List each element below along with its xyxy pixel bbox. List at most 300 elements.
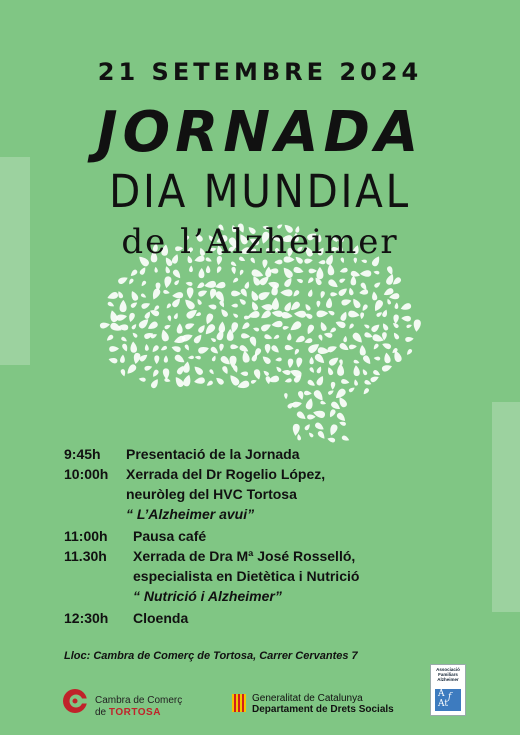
- brain-drop: [139, 266, 147, 276]
- brain-drop: [138, 377, 146, 382]
- brain-drop: [249, 289, 259, 301]
- title-alzheimer: de l’Alzheimer: [121, 222, 399, 262]
- decorative-panel-right: [492, 402, 520, 612]
- brain-drop: [253, 369, 262, 381]
- afat-name: [431, 667, 465, 682]
- brain-drop: [108, 357, 118, 364]
- brain-drop: [167, 315, 172, 322]
- brain-drop: [160, 329, 170, 342]
- brain-drop: [211, 355, 217, 362]
- brain-drop: [185, 281, 193, 287]
- brain-drop: [307, 277, 315, 285]
- brain-drop: [362, 354, 373, 366]
- brain-drop: [373, 281, 381, 289]
- schedule-time: 11.30h: [64, 548, 107, 564]
- brain-drop: [327, 278, 339, 289]
- brain-drop: [307, 379, 317, 388]
- brain-drop: [144, 364, 153, 371]
- brain-drop: [184, 321, 195, 330]
- brain-drop: [370, 375, 380, 383]
- brain-drop: [304, 303, 312, 311]
- brain-drop: [239, 269, 244, 276]
- schedule-row: [64, 446, 494, 466]
- brain-drop: [196, 298, 202, 305]
- schedule-row-cont: [64, 568, 494, 588]
- brain-drop: [330, 292, 337, 296]
- brain-drop: [183, 361, 191, 373]
- brain-drop: [109, 346, 119, 352]
- title-jornada: JORNADA: [96, 100, 424, 165]
- brain-drop: [275, 357, 282, 362]
- event-date: 21 SETEMBRE 2024: [97, 58, 423, 86]
- brain-drop: [244, 281, 251, 290]
- brain-drop: [203, 323, 216, 337]
- brain-drop: [362, 387, 370, 395]
- brain-drop: [280, 289, 292, 296]
- brain-drop: [219, 300, 226, 308]
- brain-drop: [360, 312, 365, 319]
- brain-drop: [326, 297, 333, 308]
- brain-drop: [317, 347, 329, 355]
- brain-drop: [318, 334, 324, 341]
- brain-drop: [284, 393, 288, 399]
- brain-drop: [304, 423, 312, 431]
- title-dia-mundial: DIA MUNDIAL: [109, 165, 411, 218]
- brain-drop: [326, 366, 334, 376]
- brain-drop: [309, 269, 317, 274]
- brain-drop: [125, 363, 137, 376]
- brain-drop: [339, 420, 347, 426]
- brain-drop: [386, 298, 391, 305]
- brain-drop: [150, 378, 160, 390]
- brain-drop: [293, 348, 300, 356]
- schedule-row-cont: [64, 588, 494, 610]
- brain-drop: [210, 346, 220, 356]
- brain-drop: [241, 333, 251, 339]
- brain-drop: [364, 332, 374, 340]
- brain-drop: [351, 276, 357, 286]
- schedule-item: Presentació de la Jornada: [126, 446, 300, 462]
- brain-drop: [261, 354, 272, 365]
- brain-drop: [250, 379, 257, 384]
- brain-drop: [188, 355, 194, 359]
- schedule-row: [64, 548, 494, 568]
- cambra-line2: [95, 707, 182, 719]
- brain-drop: [265, 344, 271, 354]
- brain-drop: [343, 336, 347, 343]
- brain-drop: [130, 301, 138, 309]
- brain-drop: [173, 375, 185, 388]
- talk-title: “ Nutrició i Alzheimer”: [133, 588, 282, 604]
- brain-drop: [119, 300, 126, 312]
- generalitat-logo: [232, 693, 402, 719]
- afat-mark-f: f: [448, 692, 452, 702]
- brain-drop: [314, 421, 325, 431]
- brain-drop: [359, 289, 369, 295]
- schedule-time: 10:00h: [64, 466, 109, 482]
- brain-drop: [163, 276, 172, 289]
- brain-drop: [163, 368, 170, 380]
- brain-drop: [319, 321, 328, 332]
- brain-drop: [406, 348, 413, 356]
- brain-drop: [232, 277, 239, 284]
- brain-drop: [230, 344, 238, 349]
- brain-drop: [131, 323, 138, 330]
- brain-drop: [177, 323, 183, 333]
- brain-drop: [295, 357, 302, 368]
- brain-drop: [140, 293, 147, 299]
- cambra-comerc-logo-icon: [62, 688, 88, 714]
- brain-drop: [151, 344, 160, 353]
- brain-drop: [360, 270, 372, 277]
- generalitat-department: Departament de Drets Socials: [252, 704, 394, 715]
- brain-drop: [219, 308, 229, 318]
- brain-drop: [120, 369, 126, 377]
- brain-drop: [383, 352, 391, 364]
- brain-drop: [131, 332, 138, 339]
- brain-drop: [371, 291, 377, 301]
- brain-drop: [282, 325, 289, 330]
- brain-drop: [163, 289, 170, 295]
- schedule-row: [64, 610, 494, 630]
- brain-drop: [320, 400, 327, 405]
- schedule-item: Cloenda: [133, 610, 189, 626]
- brain-drop: [257, 289, 271, 301]
- brain-drop: [210, 337, 217, 343]
- schedule-row: [64, 528, 494, 548]
- brain-drop: [393, 314, 399, 324]
- brain-drop: [400, 302, 412, 312]
- brain-drop: [241, 350, 250, 363]
- brain-drop: [264, 334, 273, 341]
- brain-drop: [341, 435, 350, 443]
- brain-drop: [372, 299, 384, 313]
- brain-drop: [348, 386, 356, 393]
- brain-drop: [273, 334, 280, 340]
- brain-drop: [328, 423, 338, 436]
- brain-drop: [117, 275, 129, 285]
- brain-drop: [194, 377, 206, 385]
- brain-drop: [312, 389, 325, 403]
- brain-drop: [297, 434, 302, 441]
- brain-drop: [373, 270, 380, 275]
- brain-drop: [206, 380, 214, 387]
- brain-drop: [316, 267, 323, 279]
- brain-drop: [187, 287, 194, 299]
- brain-drop: [164, 355, 168, 362]
- brain-drop: [307, 414, 316, 419]
- venue: Lloc: Cambra de Comerç de Tortosa, Carrer Cervantes 7: [64, 650, 358, 662]
- brain-drop: [252, 327, 259, 332]
- brain-drop: [189, 265, 193, 272]
- brain-drop: [337, 286, 348, 297]
- brain-drop: [386, 266, 394, 276]
- brain-drop: [327, 264, 335, 276]
- brain-drop: [296, 278, 304, 284]
- brain-drop: [294, 310, 306, 318]
- brain-drop: [297, 390, 304, 400]
- brain-drop: [139, 353, 149, 363]
- brain-drop: [381, 342, 392, 350]
- brain-drop: [130, 341, 137, 353]
- brain-drop: [144, 344, 149, 351]
- brain-drop: [327, 309, 335, 316]
- brain-drop: [339, 277, 347, 283]
- brain-drop: [292, 400, 303, 408]
- brain-drop: [283, 301, 293, 313]
- brain-drop: [341, 298, 352, 306]
- afat-mark: [435, 689, 461, 711]
- brain-drop: [288, 320, 302, 333]
- brain-drop: [209, 369, 215, 376]
- brain-drop: [182, 374, 192, 388]
- brain-drop: [405, 336, 414, 342]
- brain-drop: [128, 312, 136, 323]
- schedule-item: Xerrada del Dr Rogelio López,: [126, 466, 326, 482]
- schedule: [64, 446, 494, 630]
- schedule-time: 11:00h: [64, 528, 108, 544]
- brain-drop: [198, 268, 204, 278]
- brain-drop: [260, 322, 272, 333]
- brain-drop: [348, 323, 355, 330]
- cambra-prefix: de: [95, 707, 109, 718]
- brain-drop: [116, 313, 128, 321]
- brain-drop: [154, 267, 158, 273]
- brain-drop: [228, 373, 241, 387]
- brain-drop: [406, 323, 413, 328]
- brain-drop: [381, 322, 389, 331]
- brain-drop: [313, 353, 326, 366]
- brain-drop: [251, 268, 265, 279]
- brain-drop: [281, 266, 294, 280]
- brain-drop: [197, 345, 209, 354]
- brain-drop: [315, 375, 325, 387]
- cambra-comerc-name: [95, 695, 182, 719]
- brain-drop: [292, 289, 300, 298]
- brain-drop: [351, 331, 364, 345]
- brain-drop: [171, 297, 182, 309]
- brain-drop: [231, 304, 238, 308]
- senyera-icon: [232, 694, 246, 712]
- brain-drop: [204, 280, 217, 289]
- brain-drop: [204, 313, 214, 326]
- brain-drop: [372, 369, 381, 377]
- brain-drop: [240, 371, 248, 376]
- brain-drop: [121, 343, 128, 352]
- cambra-comerc-logo: [62, 688, 192, 720]
- brain-drop: [214, 281, 226, 290]
- brain-drop: [197, 324, 207, 334]
- afat-mark-a: A: [438, 689, 445, 699]
- schedule-time: 9:45h: [64, 446, 101, 462]
- afat-logo: [430, 664, 466, 716]
- schedule-item-detail: neuròleg del HVC Tortosa: [126, 486, 297, 502]
- brain-drop: [215, 376, 225, 386]
- brain-drop: [341, 378, 350, 384]
- brain-drop: [296, 410, 308, 421]
- schedule-row-cont: [64, 506, 494, 528]
- brain-drop: [270, 344, 280, 354]
- brain-drop: [327, 436, 336, 443]
- brain-drop: [231, 291, 241, 297]
- brain-drop: [192, 364, 204, 376]
- brain-drop: [392, 332, 400, 341]
- brain-drop: [240, 288, 249, 298]
- brain-drop: [319, 291, 325, 299]
- brain-drop: [370, 323, 381, 334]
- schedule-row: [64, 466, 494, 486]
- brain-drop: [373, 356, 380, 361]
- brain-drop: [316, 301, 320, 308]
- brain-drop: [372, 343, 379, 351]
- brain-drop: [413, 319, 421, 332]
- brain-drop: [307, 289, 313, 298]
- brain-drop: [215, 266, 222, 274]
- brain-drop: [376, 311, 383, 318]
- cambra-line1: Cambra de Comerç: [95, 695, 183, 706]
- afat-mark-at: At: [438, 699, 448, 709]
- schedule-time: 12:30h: [64, 610, 109, 626]
- brain-drop: [232, 312, 239, 318]
- brain-drop: [171, 345, 182, 353]
- cambra-city: TORTOSA: [108, 707, 161, 718]
- brain-drop: [275, 366, 282, 373]
- brain-drop: [348, 310, 360, 318]
- brain-drop: [261, 303, 273, 311]
- brain-drop: [241, 321, 251, 331]
- brain-drop: [350, 270, 361, 278]
- brain-drop: [328, 408, 336, 418]
- brain-drop: [336, 412, 348, 424]
- brain-drop: [337, 364, 344, 376]
- brain-drop: [164, 266, 170, 274]
- brain-drop: [361, 304, 369, 313]
- brain-drop: [340, 311, 349, 322]
- brain-drop: [120, 354, 126, 363]
- brain-drop: [308, 431, 314, 438]
- brain-drop: [353, 379, 358, 386]
- brain-drop: [316, 310, 328, 318]
- talk-title: “ L’Alzheimer avui”: [126, 506, 255, 522]
- brain-drop: [271, 297, 279, 310]
- brain-drop: [160, 345, 168, 352]
- schedule-item: Pausa café: [133, 528, 207, 544]
- brain-drop: [128, 278, 134, 285]
- brain-drop: [183, 297, 197, 311]
- brain-drop: [309, 357, 313, 365]
- brain-drop: [262, 369, 269, 376]
- brain-drop: [164, 324, 172, 330]
- brain-drop: [129, 269, 138, 278]
- schedule-item: Xerrada de Dra Mª José Rosselló,: [133, 548, 356, 564]
- brain-drop: [173, 312, 179, 319]
- brain-drop: [317, 430, 327, 440]
- schedule-item-detail: especialista en Dietètica i Nutrició: [133, 568, 360, 584]
- brain-drop: [195, 355, 202, 359]
- brain-drop: [154, 355, 159, 364]
- brain-drop: [259, 309, 272, 320]
- brain-drop: [249, 336, 258, 348]
- brain-drop: [316, 366, 323, 374]
- afat-line1: Associació: [436, 667, 460, 672]
- brain-drop: [394, 302, 398, 309]
- brain-drop: [281, 312, 293, 320]
- brain-drop: [381, 363, 393, 372]
- brain-drop: [140, 280, 147, 287]
- brain-drop: [271, 320, 283, 328]
- brain-drop: [353, 359, 360, 364]
- brain-drop: [293, 266, 305, 275]
- brain-drop: [141, 301, 152, 309]
- brain-drop: [197, 289, 208, 298]
- brain-drop: [99, 322, 110, 330]
- brain-drop: [193, 333, 204, 345]
- brain-drop: [339, 267, 348, 274]
- brain-drop: [335, 319, 347, 329]
- brain-drop: [338, 342, 350, 352]
- brain-drop: [304, 337, 313, 344]
- brain-drop: [105, 334, 114, 342]
- brain-drop: [165, 303, 171, 310]
- brain-drop: [287, 358, 293, 368]
- brain-drop: [174, 353, 187, 364]
- brain-drop: [330, 382, 335, 390]
- brain-drop: [219, 344, 224, 352]
- afat-line2: Familiars: [438, 672, 458, 677]
- brain-drop: [351, 297, 362, 309]
- brain-drop: [401, 315, 411, 321]
- brain-drop: [284, 378, 292, 384]
- brain-drop: [363, 323, 370, 329]
- brain-drop: [174, 279, 181, 286]
- brain-drop: [305, 397, 314, 410]
- brain-drop: [146, 320, 159, 331]
- brain-drop: [150, 288, 161, 301]
- brain-drop: [294, 335, 306, 345]
- brain-drop: [309, 367, 316, 374]
- brain-drop: [250, 300, 259, 311]
- brain-drop: [196, 282, 205, 290]
- brain-drop: [283, 276, 294, 288]
- brain-drop: [129, 290, 139, 302]
- generalitat-line1: Generalitat de Catalunya: [252, 693, 363, 704]
- brain-drop: [164, 378, 171, 383]
- brain-drop: [184, 344, 190, 352]
- brain-drop: [282, 369, 291, 375]
- brain-drop: [287, 333, 292, 341]
- brain-drop: [120, 336, 127, 343]
- brain-drop: [107, 301, 115, 308]
- afat-line3: Alzheimer: [437, 677, 459, 682]
- brain-drop: [328, 355, 341, 367]
- brain-drop: [231, 267, 237, 275]
- brain-drop: [208, 303, 217, 310]
- brain-drop: [349, 344, 357, 350]
- brain-drop: [327, 389, 334, 395]
- brain-drop: [359, 345, 366, 356]
- brain-drop: [304, 390, 312, 395]
- brain-drop: [221, 365, 229, 375]
- brain-drop: [382, 309, 389, 318]
- brain-drop: [106, 291, 119, 301]
- brain-drop: [323, 331, 333, 338]
- brain-drop: [206, 265, 211, 273]
- brain-drop: [348, 287, 354, 295]
- brain-drop: [151, 369, 159, 378]
- brain-drop: [172, 292, 183, 299]
- brain-drop: [353, 365, 360, 376]
- brain-drop: [284, 344, 294, 351]
